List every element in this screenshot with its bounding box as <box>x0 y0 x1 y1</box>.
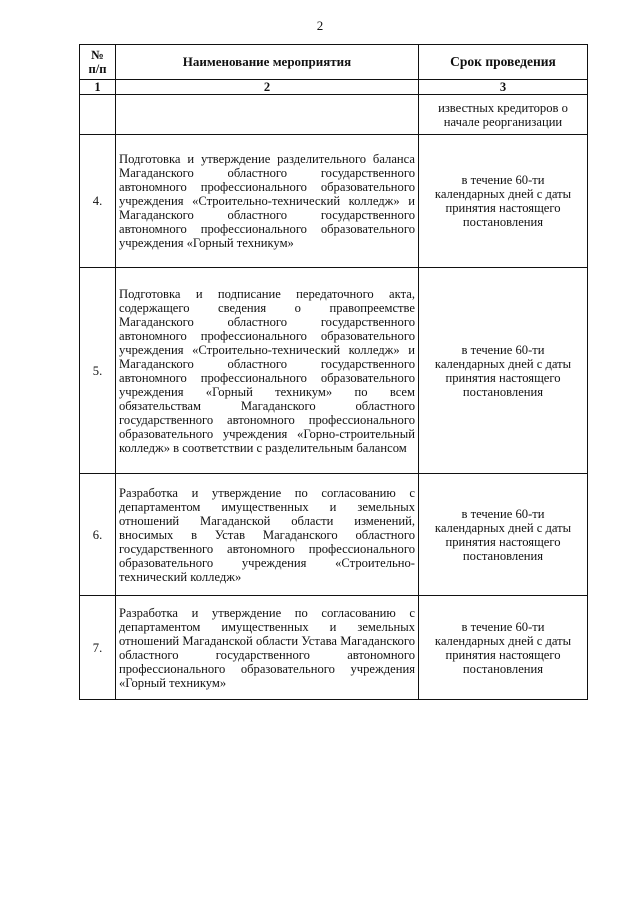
header-number: № п/п <box>80 45 116 80</box>
column-number-2: 2 <box>116 80 419 95</box>
row-term: в течение 60-ти календарных дней с даты принятия настоящего постановления <box>419 596 588 700</box>
row-description: Разработка и утверждение по согласованию с департаментом имущественных и земельных отношений Магаданской области изменений, вносимых в Устав Магаданского областного государственного автономного профессионального образовательного учреждения «Строительно-технический колледж» <box>116 474 419 596</box>
row-number: 7. <box>80 596 116 700</box>
table-row <box>80 474 588 596</box>
row-number: 4. <box>80 135 116 268</box>
continuation-term: известных кредиторов о начале реорганизации <box>419 95 588 135</box>
table-row <box>80 95 588 135</box>
table-header-row <box>80 45 588 80</box>
page-number: 2 <box>316 18 324 33</box>
row-term: в течение 60-ти календарных дней с даты принятия настоящего постановления <box>419 135 588 268</box>
header-event-name: Наименование мероприятия <box>116 45 419 80</box>
table-row <box>80 135 588 268</box>
row-description: Подготовка и утверждение разделительного баланса Магаданского областного государственного автономного профессионального образовательного учреждения «Строительно-технический колледж» и Магаданского областного государственного автономного профессионального образовательного учреждения «Горный техникум» <box>116 135 419 268</box>
column-number-1: 1 <box>80 80 116 95</box>
row-term: в течение 60-ти календарных дней с даты принятия настоящего постановления <box>419 474 588 596</box>
column-number-3: 3 <box>419 80 588 95</box>
row-number: 6. <box>80 474 116 596</box>
row-description: Подготовка и подписание передаточного акта, содержащего сведения о правопреемстве Магаданского областного государственного автономного профессионального образовательного учреждения «Строительно-технический колледж» и Магаданского областного государственного автономного профессионального образовательного учреждения «Горный техникум» по всем обязательствам Магаданского областного государственного автономного профессионального образовательного учреждения «Горно-строительный колледж» в соответствии с разделительным балансом <box>116 268 419 474</box>
events-table <box>79 44 588 700</box>
row-term: в течение 60-ти календарных дней с даты принятия настоящего постановления <box>419 268 588 474</box>
row-description-cell <box>116 95 419 135</box>
row-description: Разработка и утверждение по согласованию с департаментом имущественных и земельных отношений Магаданской области Устава Магаданского областного государственного автономного профессионального образовательного учреждения «Горный техникум» <box>116 596 419 700</box>
column-number-row <box>80 80 588 95</box>
header-term: Срок проведения <box>419 45 588 80</box>
row-number: 5. <box>80 268 116 474</box>
table-row <box>80 268 588 474</box>
table-row <box>80 596 588 700</box>
row-number-cell <box>80 95 116 135</box>
